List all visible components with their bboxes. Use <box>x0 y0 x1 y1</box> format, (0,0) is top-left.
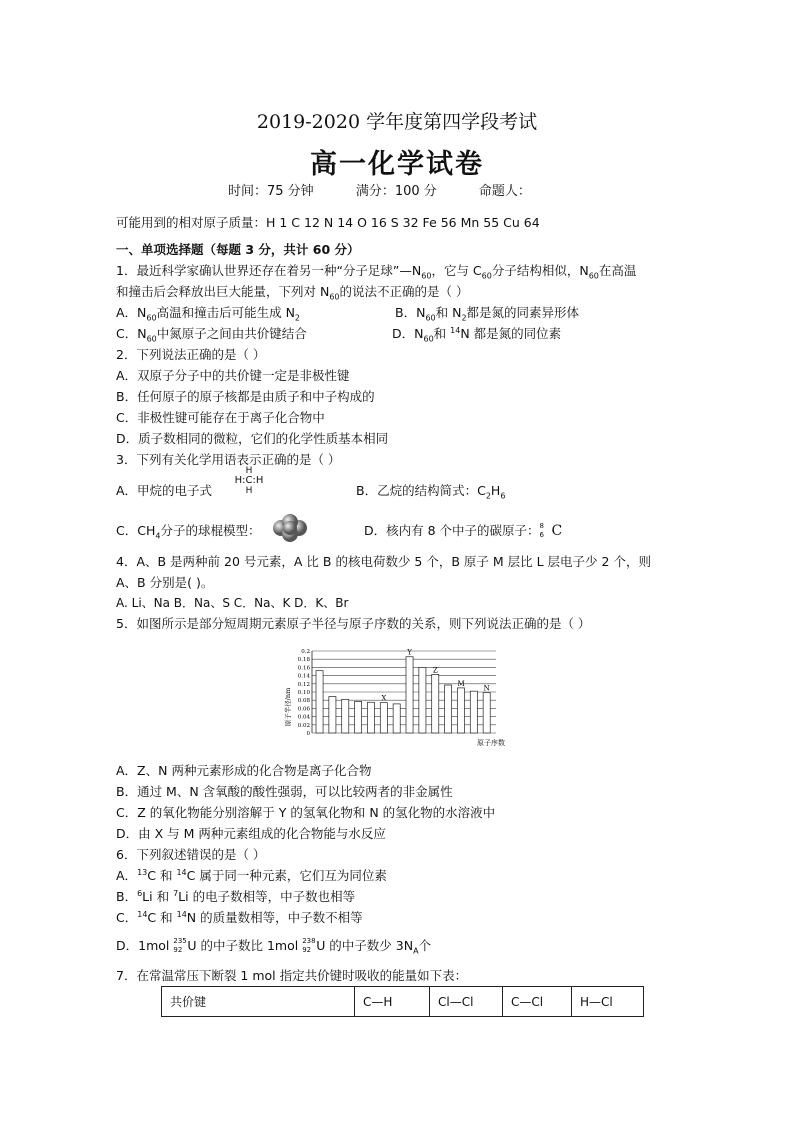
q6-option-b: B．$^6$Li 和 $^7$Li 的电子数相等，中子数也相等 <box>116 888 356 904</box>
q5-stem: 5．如图所示是部分短周期元素原子半径与原子序数的关系，则下列说法正确的是（ ） <box>116 616 591 631</box>
chart-bar <box>367 702 374 733</box>
table-header-cell: C—H <box>355 987 430 1017</box>
methane-lewis-structure: H H:C:H H <box>234 466 264 496</box>
chart-bar <box>355 701 362 733</box>
atomic-masses: 可能用到的相对原子质量：H 1 C 12 N 14 O 16 S 32 Fe 56 Mn 55 Cu 64 <box>116 215 540 230</box>
q6-option-d: D．1mol 235 92 U 的中子数比 1mol 238 92 U 的中子数少 $3N_A$个 <box>116 936 432 956</box>
table-header-cell: Cl—Cl <box>430 987 503 1017</box>
chart-ytick-label: 0.02 <box>297 722 310 729</box>
bond-energy-table <box>161 986 644 1017</box>
chart-bar <box>432 674 439 733</box>
q4-stem-line2: A、B 分别是( )。 <box>116 575 214 590</box>
q4-options: A. Li、Na B．Na、S C．Na、K D．K、Br <box>116 596 349 610</box>
chart-ytick-label: 0.18 <box>297 657 310 664</box>
q2-option-d: D．质子数相同的微粒，它们的化学性质基本相同 <box>116 431 389 446</box>
q5-option-c: C．Z 的氧化物能分别溶解于 Y 的氢氧化物和 N 的氢化物的水溶液中 <box>116 805 496 820</box>
table-header-cell: C—Cl <box>503 987 572 1017</box>
q1-option-c: C．$N_{60}$中氮原子之间由共价键结合 <box>116 326 307 344</box>
chart-bar <box>406 657 413 733</box>
q2-stem: 2．下列说法正确的是（ ） <box>116 347 266 362</box>
table-header-cell: H—Cl <box>572 987 644 1017</box>
q3-stem: 3．下列有关化学用语表示正确的是（ ） <box>116 452 341 467</box>
q3-option-c: C．$CH_4$分子的球棍模型： <box>116 523 261 541</box>
q2-option-c: C．非极性键可能存在于离子化合物中 <box>116 410 325 425</box>
chart-bar-label: Y <box>407 648 412 657</box>
section-heading: 一、单项选择题（每题 3 分，共计 60 分） <box>116 242 360 257</box>
q1-option-a: A．$N_{60}$高温和撞击后可能生成 $N_2$ <box>116 305 301 323</box>
chart-bar <box>470 691 477 733</box>
chart-bar <box>457 688 464 733</box>
q6-option-c: C．$^{14}$C 和 $^{14}$N 的质量数相等，中子数不相等 <box>116 909 363 925</box>
q2-option-a: A．双原子分子中的共价键一定是非极性键 <box>116 368 350 383</box>
methane-ball-model-icon <box>270 513 310 543</box>
exam-author: 命题人： <box>478 184 531 199</box>
chart-bar <box>419 667 426 733</box>
chart-bar-label: X <box>381 694 387 703</box>
chart-bar <box>393 704 400 733</box>
exam-title: 2019-2020 学年度第四学段考试 <box>256 111 538 133</box>
chart-ytick-label: 0.04 <box>297 714 310 721</box>
exam-time: 时间：75 分钟 <box>228 184 314 199</box>
chart-bar <box>342 699 349 733</box>
chart-bar <box>329 697 336 733</box>
q5-option-b: B．通过 M、N 含氧酸的酸性强弱，可以比较两者的非金属性 <box>116 784 453 799</box>
chart-bar <box>445 685 452 733</box>
q2-option-b: B．任何原子的原子核都是由质子和中子构成的 <box>116 389 375 404</box>
q3-option-d: D．核内有 8 个中子的碳原子： 8 6 C <box>364 521 563 539</box>
q1-option-d: D．$N_{60}$和 $^{14}$N 都是氮的同位素 <box>392 325 562 344</box>
q5-option-d: D．由 X 与 M 两种元素组成的化合物能与水反应 <box>116 826 386 841</box>
radius-chart <box>282 645 512 750</box>
chart-bar <box>483 692 490 733</box>
q5-option-a: A．Z、N 两种元素形成的化合物是离子化合物 <box>116 763 372 778</box>
chart-bar-label: N <box>483 684 490 693</box>
chart-bar <box>380 703 387 733</box>
q4-stem-line1: 4．A、B 是两种前 20 号元素，A 比 B 的核电荷数少 5 个，B 原子 M 层比 L 层电子少 2 个，则 <box>116 554 651 569</box>
q1-stem-line2: 和撞击后会释放出巨大能量，下列对 $N_{60}$的说法不正确的是（ ） <box>116 284 469 302</box>
chart-ytick-label: 0.10 <box>297 690 310 696</box>
q3-option-b: B．乙烷的结构简式：$C_2H_6$ <box>356 483 506 501</box>
chart-bar-label: Z <box>432 666 438 675</box>
chart-ytick-label: 0.14 <box>297 673 310 680</box>
q3-option-a: A．甲烷的电子式 <box>116 483 213 498</box>
q1-stem-line1: 1．最近科学家确认世界还存在着另一种“分子足球$”—N_{60}$，它与 $C_{60}$分子结构相似，$N_{60}$在高温 <box>116 263 637 281</box>
table-header-cell: 共价键 <box>162 987 355 1017</box>
exam-score: 满分：100 分 <box>355 184 437 199</box>
chart-ytick-label: 0.06 <box>297 706 310 713</box>
chart-ytick-label: 0.2 <box>301 649 310 655</box>
q6-option-a: A．$^{13}$C 和 $^{14}$C 属于同一种元素，它们互为同位素 <box>116 867 387 883</box>
chart-xlabel: 原子序数 <box>477 739 505 747</box>
q6-stem: 6．下列叙述错误的是（ ） <box>116 847 266 862</box>
chart-ytick-label: 0.08 <box>297 698 310 705</box>
chart-ytick-label: 0 <box>306 731 310 737</box>
q1-option-b: B．$N_{60}$和 $N_2$都是氮的同素异形体 <box>395 305 580 323</box>
table-row <box>162 987 644 1017</box>
q7-stem: 7．在常温常压下断裂 1 mol 指定共价键时吸收的能量如下表： <box>116 968 468 983</box>
chart-ytick-label: 0.16 <box>297 665 310 672</box>
exam-subtitle: 高一化学试卷 <box>310 149 484 180</box>
chart-ylabel: 原子半径/nm <box>284 687 292 727</box>
chart-bar-label: M <box>457 679 465 688</box>
chart-bar <box>316 671 323 733</box>
chart-ytick-label: 0.12 <box>297 681 310 688</box>
exam-info <box>228 180 569 199</box>
